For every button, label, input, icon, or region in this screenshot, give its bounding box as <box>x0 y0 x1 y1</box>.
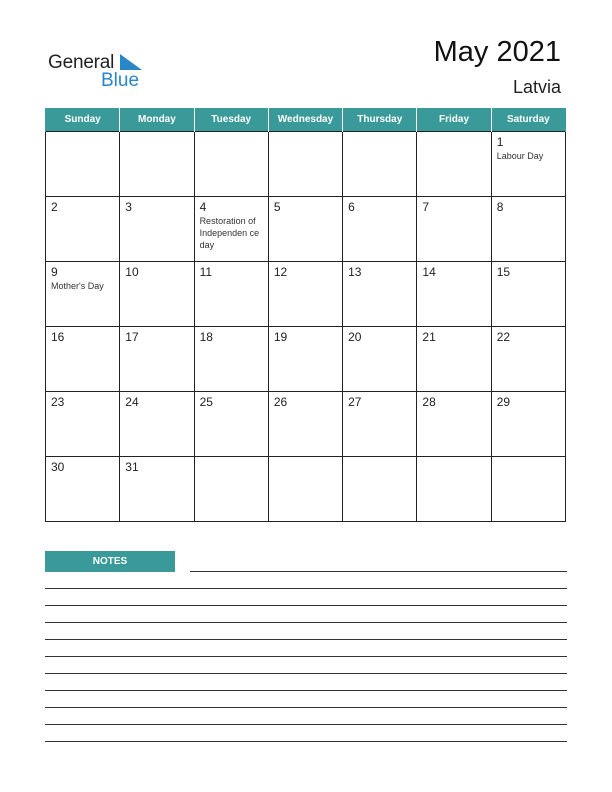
month-year-title: May 2021 <box>433 36 561 68</box>
note-line <box>45 588 567 589</box>
generalblue-logo <box>48 52 158 92</box>
day-cell <box>194 132 268 197</box>
day-number: 23 <box>51 395 65 409</box>
day-cell <box>268 262 342 327</box>
day-cell <box>194 457 268 522</box>
note-line <box>45 605 567 606</box>
day-cell <box>46 262 120 327</box>
day-number: 30 <box>51 460 65 474</box>
day-cell <box>268 132 342 197</box>
day-number: 4 <box>199 200 207 214</box>
day-cell <box>491 327 565 392</box>
day-cell <box>46 392 120 457</box>
day-number: 20 <box>348 330 362 344</box>
day-cell <box>417 132 491 197</box>
day-cell <box>417 262 491 327</box>
day-cell <box>491 262 565 327</box>
holiday-label: Mother's Day <box>51 281 104 291</box>
day-number: 25 <box>199 395 213 409</box>
day-cell <box>120 262 194 327</box>
day-cell <box>491 132 565 197</box>
day-cell <box>46 132 120 197</box>
day-number: 2 <box>51 200 58 214</box>
day-number: 5 <box>273 200 281 214</box>
day-number: 3 <box>125 200 132 214</box>
note-line <box>45 690 567 691</box>
calendar-body <box>46 132 566 522</box>
day-number: 26 <box>273 395 288 409</box>
day-number: 18 <box>199 330 213 344</box>
day-number: 10 <box>125 265 139 279</box>
day-cell <box>268 327 342 392</box>
day-cell <box>46 457 120 522</box>
weekday-header: Thursday <box>343 108 417 132</box>
day-cell <box>120 327 194 392</box>
day-number: 27 <box>348 395 362 409</box>
day-cell <box>268 392 342 457</box>
day-number: 14 <box>422 265 436 279</box>
country-name: Latvia <box>512 77 561 97</box>
day-number: 16 <box>51 330 65 344</box>
week-row <box>46 132 566 197</box>
day-number: 15 <box>496 265 511 279</box>
day-number: 8 <box>496 200 504 214</box>
day-cell <box>417 457 491 522</box>
day-cell <box>194 392 268 457</box>
day-number: 22 <box>496 330 511 344</box>
week-row <box>46 262 566 327</box>
weekday-header: Tuesday <box>194 108 268 132</box>
day-number: 17 <box>125 330 139 344</box>
day-cell <box>46 197 120 262</box>
note-line <box>45 673 567 674</box>
notes-header: NOTES <box>45 551 175 572</box>
day-cell <box>343 132 417 197</box>
day-number: 11 <box>199 265 213 279</box>
day-number: 21 <box>422 330 436 344</box>
weekday-header-row <box>46 108 566 132</box>
weekday-header: Sunday <box>46 108 120 132</box>
note-line <box>45 639 567 640</box>
day-cell <box>343 392 417 457</box>
logo-text-blue: Blue <box>101 70 140 91</box>
day-cell <box>268 197 342 262</box>
week-row <box>46 457 566 522</box>
day-cell <box>343 197 417 262</box>
weekday-header: Wednesday <box>268 108 342 132</box>
day-cell <box>417 197 491 262</box>
day-number: 9 <box>51 265 58 279</box>
day-cell <box>491 197 565 262</box>
logo-text-general: General <box>48 52 115 73</box>
day-cell <box>120 392 194 457</box>
day-number: 24 <box>125 395 139 409</box>
day-cell <box>120 457 194 522</box>
day-number: 19 <box>273 330 288 344</box>
day-cell <box>343 457 417 522</box>
day-number: 7 <box>422 200 430 214</box>
day-number: 12 <box>273 265 288 279</box>
note-line <box>45 656 567 657</box>
calendar-grid <box>45 108 566 522</box>
note-line <box>190 571 567 572</box>
week-row <box>46 327 566 392</box>
day-cell <box>194 327 268 392</box>
day-cell <box>194 262 268 327</box>
day-cell <box>491 392 565 457</box>
note-line <box>45 724 567 725</box>
day-cell <box>343 327 417 392</box>
note-line <box>45 741 567 742</box>
note-line <box>45 622 567 623</box>
day-cell <box>194 197 268 262</box>
day-number: 6 <box>348 200 355 214</box>
holiday-label: Restoration of Independen ce day <box>199 216 260 250</box>
week-row <box>46 392 566 457</box>
day-cell <box>46 327 120 392</box>
day-cell <box>417 392 491 457</box>
day-cell <box>491 457 565 522</box>
note-line <box>45 707 567 708</box>
day-cell <box>417 327 491 392</box>
weekday-header: Friday <box>417 108 491 132</box>
weekday-header: Saturday <box>491 108 565 132</box>
day-cell <box>268 457 342 522</box>
logo-triangle-icon <box>120 54 142 70</box>
day-cell <box>120 132 194 197</box>
day-number: 29 <box>496 395 511 409</box>
day-number: 13 <box>348 265 362 279</box>
weekday-header: Monday <box>120 108 194 132</box>
day-number: 31 <box>125 460 139 474</box>
day-number: 28 <box>422 395 436 409</box>
holiday-label: Labour Day <box>496 151 544 161</box>
day-cell <box>120 197 194 262</box>
week-row <box>46 197 566 262</box>
day-number: 1 <box>496 135 504 149</box>
day-cell <box>343 262 417 327</box>
